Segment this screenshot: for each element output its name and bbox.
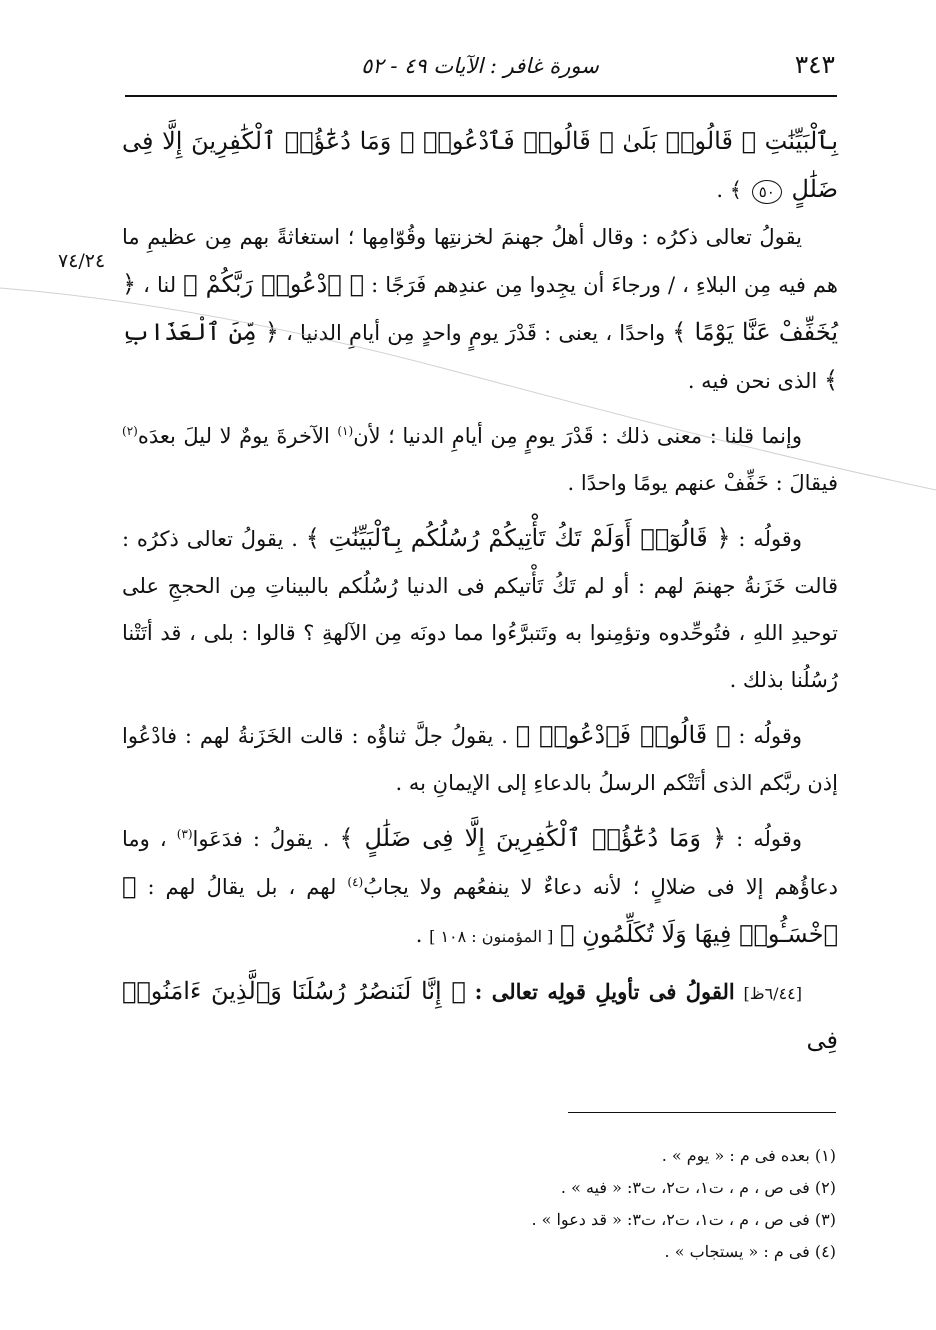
paragraph-text: لنا ، — [143, 273, 177, 297]
paragraph-text: وقولُه : — [738, 724, 803, 748]
footnotes — [336, 1140, 836, 1268]
footnote-item: (٢) فى ص ، م ، ت١، ت٢، ت٣: « فيه » . — [560, 1178, 836, 1197]
page-number: ٣٤٣ — [794, 50, 835, 79]
paragraph-text: الآخرةَ يومٌ لا ليلَ بعدَه — [137, 424, 330, 448]
quran-quote: ﴿ قَالُوا۟ فَٱدْعُوا۟ ﴾ — [515, 721, 731, 749]
quran-quote: ﴿ إِنَّا لَنَنصُرُ رُسُلَنَا وَٱلَّذِينَ ءَامَنُوا۟ فِى — [122, 977, 838, 1054]
manuscript-reference: [٦/٤٤ظ] — [743, 984, 802, 1003]
paragraph-4 — [122, 712, 838, 807]
footnote-item: (٤) فى م : « يستجاب » . — [664, 1242, 836, 1261]
page-header — [125, 50, 835, 94]
paragraph-6 — [122, 968, 838, 1065]
paragraph-text: الذى نحن فيه . — [687, 369, 818, 393]
quran-quote: ﴿ يُخَفِّفْ عَنَّا يَوْمًا ﴾ — [122, 270, 838, 346]
verse-reference: [ المؤمنون : ١٠٨ ] — [429, 927, 554, 946]
paragraph-1 — [122, 214, 838, 405]
footnote-marker: (٤) — [347, 875, 364, 889]
footnote-rule — [568, 1112, 836, 1113]
verse-line — [122, 118, 838, 214]
paragraph-2 — [122, 413, 838, 507]
paragraph-text: وإنما قلنا : معنى ذلك : قَدْرَ يومٍ مِن أيامِ الدنيا ؛ لأن — [353, 424, 802, 448]
paragraph-text: وقولُه : — [738, 527, 802, 551]
paragraph-text: . يقولُ جلَّ ثناؤُه : قالت الخَزَنةُ لهم : فادْعُوا إذن ربَّكم الذى أتَتْكم الرسلُ بالدعاءِ إلى الإيمانِ به . — [122, 724, 838, 795]
quran-quote: ﴿ ٱخْسَـُٔوا۟ فِيهَا وَلَا تُكَلِّمُونِ ﴾ — [122, 872, 838, 948]
margin-reference: ٧٤/٢٤ — [58, 250, 106, 272]
quran-quote: ﴿ وَمَا دُعَٰٓؤُا۟ ٱلْكَٰفِرِينَ إِلَّا فِى ضَلَٰلٍ ﴾ — [339, 824, 727, 852]
paragraph-text: فيقالَ : خَفِّفْ عنهم يومًا واحدًا . — [567, 471, 838, 495]
header-rule — [125, 95, 837, 97]
paragraph-text: واحدًا ، يعنى : قَدْرَ يومٍ واحدٍ مِن أيامِ الدنيا ، — [286, 321, 666, 345]
paragraph-text: ، وما دعاؤُهم إلا فى ضلالٍ ؛ لأنه دعاءٌ لا ينفعُهم ولا يجابُ — [122, 827, 838, 899]
verse-line-end: ﴾ . — [716, 178, 742, 202]
paragraph-text: لهم ، بل يقالُ لهم : — [147, 875, 337, 899]
paragraph-text: . — [415, 923, 423, 947]
footnote-marker: (٣) — [176, 827, 193, 841]
footnote-marker: (٢) — [122, 424, 138, 438]
footnote-marker: (١) — [337, 424, 354, 438]
running-head: سورة غافر : الآيات ٤٩ - ٥٢ — [361, 54, 599, 78]
paragraph-text: وقولُه : — [736, 827, 802, 851]
paragraph-text: . يقولُ : فدَعَوا — [192, 827, 330, 851]
paragraph-3 — [122, 515, 838, 704]
footnote-item: (٣) فى ص ، م ، ت١، ت٢، ت٣: « قد دعوا » . — [531, 1210, 836, 1229]
paragraph-text: . يقولُ تعالى ذكرُه : قالت خَزَنةُ جهنمَ لهم : أو لم تَكُ تَأْتيكم فى الدنيا رُسُلُكم بالبيناتِ مِن الحججِ على توحيدِ اللهِ ، فتُوحِّدوه وتؤمِنوا به وتَتبرَّءُوا مما دونَه مِن الآلهةِ ؟ قالوا : بلى ، قد أتَتْنا رُسُلُنا بذلك . — [122, 527, 838, 692]
paragraph-text: يقولُ تعالى ذكرُه : وقال أهلُ جهنمَ لخزنتِها وقُوّامِها ؛ استغاثةً بهم مِن عظيمِ ما هم فيه مِن البلاءِ ، / ورجاءَ أن يجِدوا مِن عندِهم فَرَجًا : — [122, 225, 838, 297]
quran-verse: بِٱلْبَيِّنَٰتِ ۖ قَالُوا۟ بَلَىٰ ۚ قَالُوا۟ فَٱدْعُوا۟ ۗ وَمَا دُعَٰٓؤُا۟ ٱلْكَٰفِرِينَ إِلَّا فِى ضَلَٰلٍ — [122, 127, 838, 203]
section-heading: القولُ فى تأويلِ قولِه تعالى : — [474, 979, 735, 1004]
footnote-item: (١) بعده فى م : « يوم » . — [661, 1146, 836, 1165]
quran-quote: ﴿ قَالُوٓا۟ أَوَلَمْ تَكُ تَأْتِيكُمْ رُسُلُكُم بِٱلْبَيِّنَٰتِ ﴾ — [305, 524, 731, 552]
ayah-number-mark: ٥٠ — [752, 180, 782, 204]
quran-quote: ﴿ ٱدْعُوا۟ رَبَّكُمْ ﴾ — [183, 270, 365, 298]
main-text — [122, 118, 838, 1065]
quran-quote: ﴿ مِّنَ ٱلْعَذَابِ ﴾ — [122, 318, 838, 394]
paragraph-5 — [122, 815, 838, 960]
